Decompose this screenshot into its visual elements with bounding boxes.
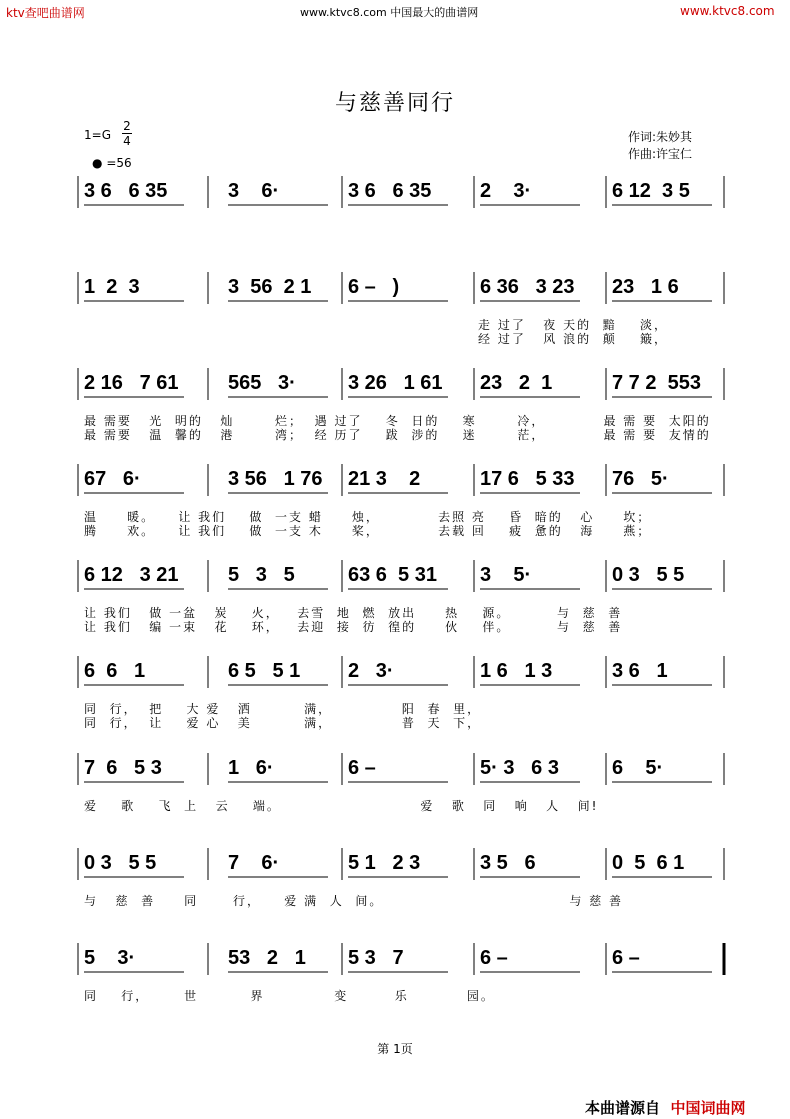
measure: 23 1 6 xyxy=(612,276,679,298)
measure: 17 6 5 33 xyxy=(480,468,575,490)
measure: 6 36 3 23 xyxy=(480,276,575,298)
measure: 67 6· xyxy=(84,468,141,490)
lyric-line: 同 行， 把 大 爱 洒 满， 阳 春 里， xyxy=(84,702,482,716)
measure: 21 3 2 xyxy=(348,468,421,490)
measure: 3 6· xyxy=(228,180,280,202)
measure: 6 – xyxy=(612,947,640,969)
measure: 23 2 1 xyxy=(480,372,553,394)
measure: 0 5 6 1 xyxy=(612,852,685,874)
measure: 5 3· xyxy=(84,947,136,969)
measure: 6 – xyxy=(480,947,508,969)
site-watermark-right: www.ktvc8.com xyxy=(680,4,775,18)
measure: 5 3 5 xyxy=(228,564,295,586)
measure: 6 – ) xyxy=(348,276,400,298)
measure: 6 5· xyxy=(612,757,664,779)
lyric-line: 与 慈 善 同 行， 爱 满 人 间。 与 慈 善 xyxy=(84,894,624,908)
measure: 0 3 5 5 xyxy=(612,564,685,586)
measure: 0 3 5 5 xyxy=(84,852,157,874)
lyric-line: 经 过了 风 浪的 颠 簸， xyxy=(478,332,668,346)
site-watermark-left: ktv查吧曲谱网 xyxy=(6,6,85,20)
measure: 5 1 2 3 xyxy=(348,852,421,874)
measure: 565 3· xyxy=(228,372,296,394)
page-number: 第 1页 xyxy=(377,1042,413,1056)
measure: 3 6 1 xyxy=(612,660,668,682)
lyric-line: 同 行， 世 界 变 乐 园。 xyxy=(84,989,495,1003)
time-sig-top: 2 xyxy=(123,119,131,133)
measure: 6 12 3 5 xyxy=(612,180,690,202)
lyric-line: 最 需要 温 馨的 港 湾； 经 历了 跋 涉的 迷 茫， 最 需 要 友情的 xyxy=(84,428,711,442)
measure: 2 3· xyxy=(348,660,394,682)
measure: 53 2 1 xyxy=(228,947,306,969)
measure: 6 12 3 21 xyxy=(84,564,179,586)
measure: 6 – xyxy=(348,757,376,779)
measure: 2 3· xyxy=(480,180,532,202)
measure: 3 6 6 35 xyxy=(348,180,432,202)
lyric-line: 让 我们 编 一束 花 环， 去迎 接 彷 徨的 伙 伴。 与 慈 善 xyxy=(84,620,623,634)
measure: 2 16 7 61 xyxy=(84,372,179,394)
measure: 6 6 1 xyxy=(84,660,146,682)
measure: 3 56 2 1 xyxy=(228,276,312,298)
composer-credit: 作曲:许宝仁 xyxy=(628,147,693,161)
measure: 1 2 3 xyxy=(84,276,140,298)
source-site: 中国词曲网 xyxy=(670,1099,746,1117)
measure: 1 6· xyxy=(228,757,274,779)
time-sig-bottom: 4 xyxy=(123,134,131,148)
site-header-center: www.ktvc8.com 中国最大的曲谱网 xyxy=(300,6,479,19)
measure: 5 3 7 xyxy=(348,947,404,969)
measure: 7 6 5 3 xyxy=(84,757,162,779)
quarter-note-icon: ● xyxy=(92,156,103,170)
tempo-value: =56 xyxy=(106,156,132,170)
lyric-line: 最 需要 光 明的 灿 烂； 遇 过了 冬 日的 寒 冷， 最 需 要 太阳的 xyxy=(84,414,711,428)
source-label: 本曲谱源自 xyxy=(585,1099,661,1117)
lyric-line: 让 我们 做 一盆 炭 火， 去雪 地 燃 放出 热 源。 与 慈 善 xyxy=(84,606,623,620)
measure: 1 6 1 3 xyxy=(480,660,553,682)
measure: 3 5· xyxy=(480,564,532,586)
measure: 3 5 6 xyxy=(480,852,536,874)
measure: 7 7 2 553 xyxy=(612,372,701,394)
lyric-line: 同 行， 让 爱 心 美 满， 普 天 下， xyxy=(84,716,482,730)
measure: 3 26 1 61 xyxy=(348,372,443,394)
measure: 6 5 5 1 xyxy=(228,660,301,682)
measure: 3 6 6 35 xyxy=(84,180,168,202)
lyric-line: 温 暖。 让 我们 做 一支 蜡 烛， 去照 亮 昏 暗的 心 坎； xyxy=(84,510,652,524)
measure: 5· 3 6 3 xyxy=(480,757,559,779)
song-title: 与慈善同行 xyxy=(334,91,455,116)
lyric-line: 腾 欢。 让 我们 做 一支 木 桨， 去载 回 疲 惫的 海 燕； xyxy=(84,524,652,538)
measure: 7 6· xyxy=(228,852,280,874)
measure: 3 56 1 76 xyxy=(228,468,323,490)
lyricist-credit: 作词:朱妙其 xyxy=(628,130,693,144)
lyric-line: 走 过了 夜 天的 黯 淡， xyxy=(478,318,668,332)
measure: 76 5· xyxy=(612,468,669,490)
measure: 63 6 5 31 xyxy=(348,564,437,586)
lyric-line: 爱 歌 飞 上 云 端。 爱 歌 同 响 人 间! xyxy=(84,799,599,813)
key-signature: 1=G xyxy=(84,128,111,142)
